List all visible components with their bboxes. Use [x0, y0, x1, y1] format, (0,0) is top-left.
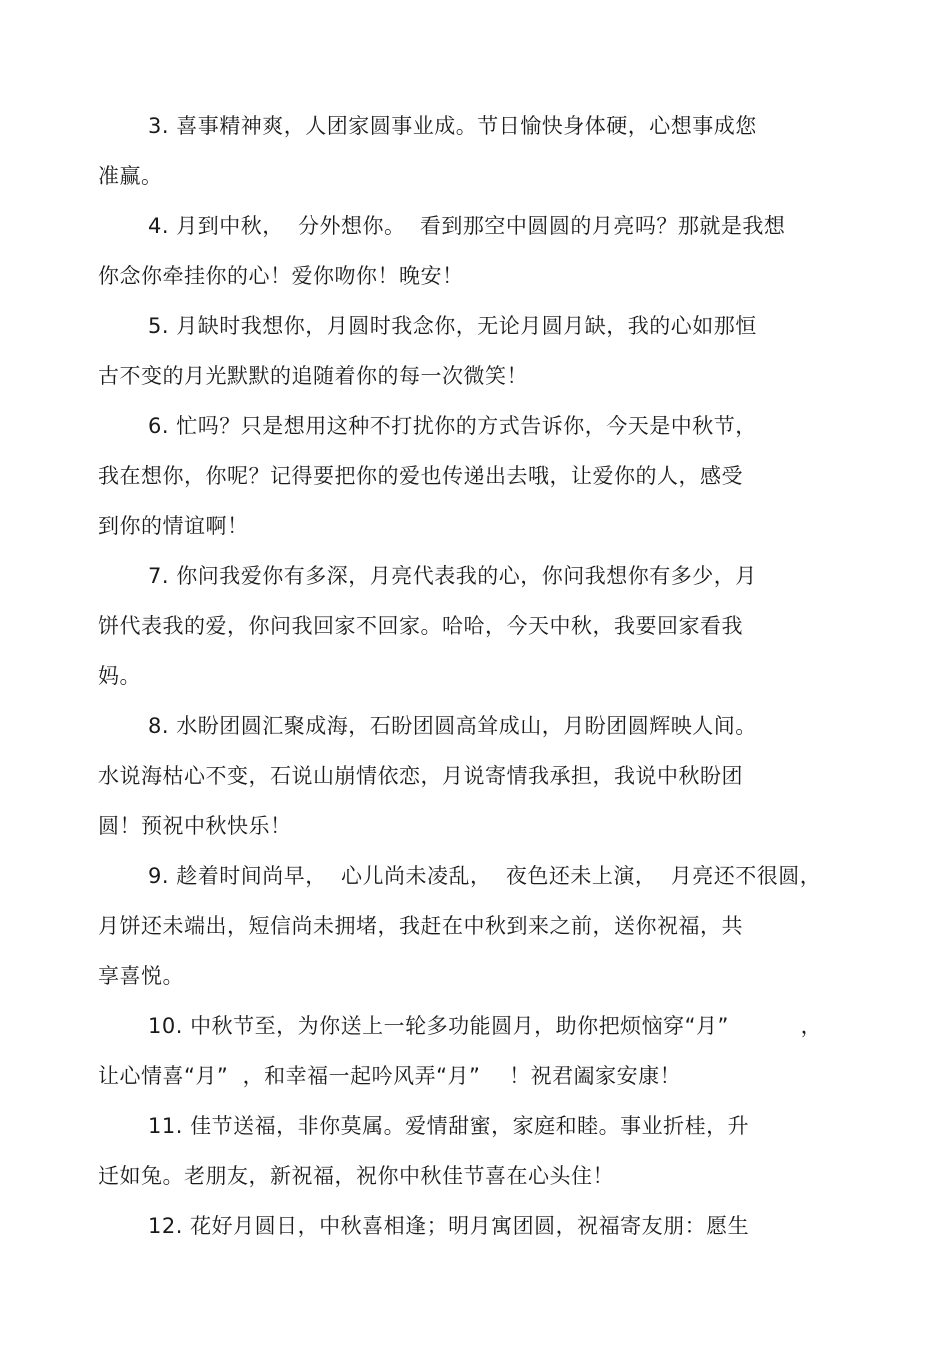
text-line: 你念你牵挂你的心！爱你吻你！晚安！ [98, 264, 464, 288]
text-line: 5. 月缺时我想你，月圆时我念你，无论月圆月缺，我的心如那恒 [148, 314, 757, 338]
text-line: 准赢。 [98, 164, 163, 188]
text-line: 3. 喜事精神爽，人团家圆事业成。节日愉快身体硬，心想事成您 [148, 114, 757, 138]
text-line: 11. 佳节送福，非你莫属。爱情甜蜜，家庭和睦。事业折桂，升 [148, 1114, 750, 1138]
text-line: 12. 花好月圆日，中秋喜相逢；明月寓团圆，祝福寄友朋：愿生 [148, 1214, 750, 1238]
text-line: 水说海枯心不变，石说山崩情依恋，月说寄情我承担，我说中秋盼团 [98, 764, 743, 788]
text-line: 古不变的月光默默的追随着你的每一次微笑！ [98, 364, 528, 388]
text-line: 10. 中秋节至，为你送上一轮多功能圆月，助你把烦恼穿“月” ， [148, 1014, 823, 1038]
text-line: 妈。 [98, 664, 141, 688]
text-line: 月饼还未端出，短信尚未拥堵，我赶在中秋到来之前，送你祝福，共 [98, 914, 743, 938]
text-line: 享喜悦。 [98, 964, 184, 988]
text-line: 4. 月到中秋， 分外想你。 看到那空中圆圆的月亮吗？那就是我想 [148, 214, 786, 238]
text-line: 迁如兔。老朋友，新祝福，祝你中秋佳节喜在心头住！ [98, 1164, 614, 1188]
text-line: 7. 你问我爱你有多深，月亮代表我的心，你问我想你有多少，月 [148, 564, 757, 588]
text-line: 我在想你，你呢？记得要把你的爱也传递出去哦，让爱你的人，感受 [98, 464, 743, 488]
text-line: 到你的情谊啊！ [98, 514, 249, 538]
text-line: 饼代表我的爱，你问我回家不回家。哈哈，今天中秋，我要回家看我 [98, 614, 743, 638]
text-line: 8. 水盼团圆汇聚成海，石盼团圆高耸成山，月盼团圆辉映人间。 [148, 714, 757, 738]
text-line: 让心情喜“月” ，和幸福一起吟风弄“月” ！祝君阖家安康！ [98, 1064, 682, 1088]
text-line: 圆！预祝中秋快乐！ [98, 814, 292, 838]
text-line: 6. 忙吗？只是想用这种不打扰你的方式告诉你，今天是中秋节， [148, 414, 757, 438]
text-line: 9. 趁着时间尚早， 心儿尚未凌乱， 夜色还未上演， 月亮还不很圆， [148, 864, 822, 888]
